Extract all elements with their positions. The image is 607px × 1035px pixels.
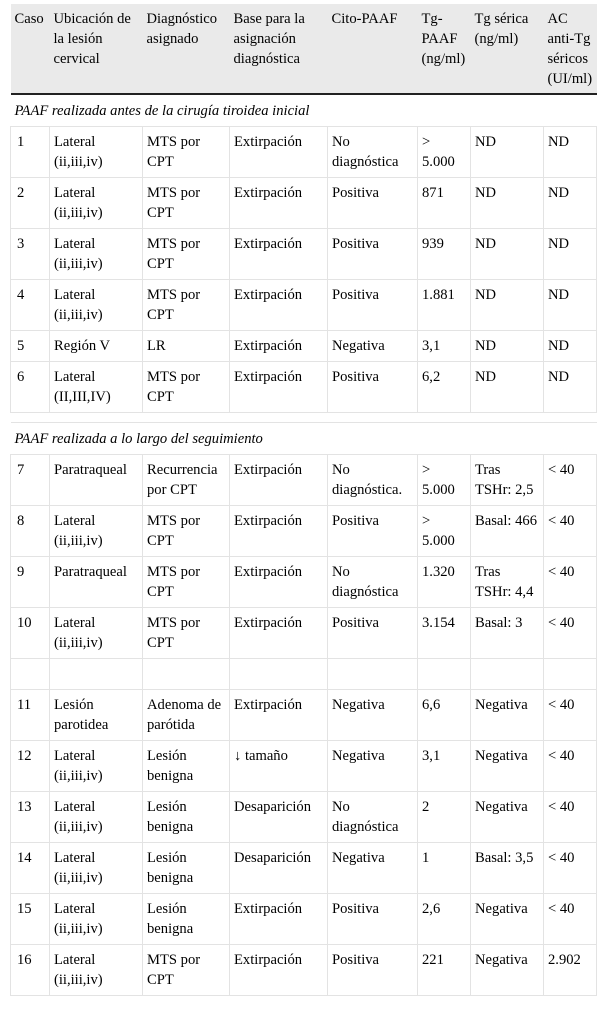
table-row (11, 229, 597, 280)
table-cell: 1.320 (418, 557, 471, 608)
table-cell: 2 (11, 178, 50, 229)
table-cell (11, 659, 50, 690)
table-cell: Negativa (471, 690, 544, 741)
section-title: PAAF realizada antes de la cirugía tiroidea inicial (11, 94, 597, 127)
table-cell: No diagnóstica (328, 792, 418, 843)
table-cell: Positiva (328, 608, 418, 659)
column-header: Base para la asignación diagnóstica (230, 4, 328, 94)
table-cell: Paratraqueal (50, 557, 143, 608)
table-cell: Lateral (ii,iii,iv) (50, 843, 143, 894)
table-cell: ND (544, 280, 597, 331)
table-cell: Extirpación (230, 280, 328, 331)
table-cell: 3.154 (418, 608, 471, 659)
table-cell: ND (471, 362, 544, 413)
table-cell: Lateral (ii,iii,iv) (50, 178, 143, 229)
table-cell: 6,2 (418, 362, 471, 413)
table-row (11, 506, 597, 557)
table-cell: Lateral (ii,iii,iv) (50, 741, 143, 792)
table-cell: 7 (11, 455, 50, 506)
table-cell: No diagnóstica (328, 557, 418, 608)
table-row (11, 557, 597, 608)
table-cell: ND (544, 178, 597, 229)
table-cell: ND (471, 127, 544, 178)
table-cell: Lesión benigna (143, 843, 230, 894)
table-cell: Extirpación (230, 331, 328, 362)
table-cell: 10 (11, 608, 50, 659)
column-header: Tg sérica (ng/ml) (471, 4, 544, 94)
table-cell: Extirpación (230, 127, 328, 178)
table-row (11, 792, 597, 843)
header-row (11, 4, 597, 94)
table-cell: ND (544, 229, 597, 280)
table-cell (328, 659, 418, 690)
table-cell: Lateral (ii,iii,iv) (50, 506, 143, 557)
table-cell: < 40 (544, 792, 597, 843)
table-cell: 2,6 (418, 894, 471, 945)
table-cell: 939 (418, 229, 471, 280)
table-cell: < 40 (544, 741, 597, 792)
table-cell: Lateral (ii,iii,iv) (50, 608, 143, 659)
table-cell: MTS por CPT (143, 280, 230, 331)
column-header: Cito-PAAF (328, 4, 418, 94)
table-row (11, 741, 597, 792)
table-cell: 13 (11, 792, 50, 843)
table-cell: Negativa (471, 792, 544, 843)
table-cell: Basal: 3 (471, 608, 544, 659)
table-cell: 6 (11, 362, 50, 413)
table-cell: No diagnóstica. (328, 455, 418, 506)
table-cell: Lateral (ii,iii,iv) (50, 229, 143, 280)
table-cell: < 40 (544, 557, 597, 608)
table-cell: Extirpación (230, 455, 328, 506)
table-cell: Basal: 466 (471, 506, 544, 557)
table-cell: < 40 (544, 894, 597, 945)
table-cell: Lateral (ii,iii,iv) (50, 894, 143, 945)
table-cell: > 5.000 (418, 455, 471, 506)
table-row (11, 280, 597, 331)
table-cell (143, 659, 230, 690)
table-row (11, 843, 597, 894)
table-cell: Lateral (ii,iii,iv) (50, 945, 143, 996)
table-cell: 1 (11, 127, 50, 178)
table-cell: Basal: 3,5 (471, 843, 544, 894)
blank-row (11, 659, 597, 690)
table-cell: Positiva (328, 362, 418, 413)
table-cell: 4 (11, 280, 50, 331)
table-cell: Extirpación (230, 557, 328, 608)
table-cell: 3,1 (418, 741, 471, 792)
table-cell: MTS por CPT (143, 608, 230, 659)
table-cell: Extirpación (230, 608, 328, 659)
table-cell (418, 659, 471, 690)
table-cell: 3 (11, 229, 50, 280)
table-cell: Extirpación (230, 178, 328, 229)
table-cell: 2.902 (544, 945, 597, 996)
table-cell: 9 (11, 557, 50, 608)
table-cell: Positiva (328, 229, 418, 280)
section-title-row (11, 423, 597, 455)
table-cell: < 40 (544, 843, 597, 894)
table-row (11, 127, 597, 178)
table-cell: Extirpación (230, 945, 328, 996)
table-body (11, 94, 597, 996)
table-cell: Lesión benigna (143, 792, 230, 843)
table-cell: 15 (11, 894, 50, 945)
table-cell (471, 659, 544, 690)
table-cell: MTS por CPT (143, 945, 230, 996)
table-cell: 12 (11, 741, 50, 792)
table-cell: Positiva (328, 178, 418, 229)
table-cell: ND (544, 331, 597, 362)
table-row (11, 362, 597, 413)
table-cell: ↓ tamaño (230, 741, 328, 792)
column-header: Tg-PAAF (ng/ml) (418, 4, 471, 94)
table-cell: MTS por CPT (143, 229, 230, 280)
table-cell: ND (471, 331, 544, 362)
table-cell: ND (471, 280, 544, 331)
table-cell: MTS por CPT (143, 127, 230, 178)
table-cell: Negativa (328, 843, 418, 894)
table-cell: Positiva (328, 894, 418, 945)
table-cell: Adenoma de parótida (143, 690, 230, 741)
table-cell: Positiva (328, 280, 418, 331)
table-cell: Negativa (328, 690, 418, 741)
table-cell: 16 (11, 945, 50, 996)
table-cell: Negativa (328, 331, 418, 362)
table-cell: MTS por CPT (143, 557, 230, 608)
table-row (11, 608, 597, 659)
table-cell: Negativa (471, 894, 544, 945)
table-cell: 14 (11, 843, 50, 894)
table-cell: MTS por CPT (143, 362, 230, 413)
table-cell: Lesión benigna (143, 894, 230, 945)
table-cell: Extirpación (230, 894, 328, 945)
section-title-row (11, 94, 597, 127)
table-row (11, 690, 597, 741)
table-row (11, 455, 597, 506)
table-cell: Tras TSHr: 4,4 (471, 557, 544, 608)
column-header: AC anti-Tg séricos (UI/ml) (544, 4, 597, 94)
table-cell: Lateral (ii,iii,iv) (50, 280, 143, 331)
table-cell: Tras TSHr: 2,5 (471, 455, 544, 506)
table-row (11, 945, 597, 996)
table-cell: 3,1 (418, 331, 471, 362)
table-cell: > 5.000 (418, 506, 471, 557)
table-cell: < 40 (544, 455, 597, 506)
table-cell: No diagnóstica (328, 127, 418, 178)
table-cell: Negativa (328, 741, 418, 792)
table-cell: Extirpación (230, 229, 328, 280)
table-cell: ND (544, 362, 597, 413)
table-cell: Positiva (328, 506, 418, 557)
table-cell: Lateral (ii,iii,iv) (50, 792, 143, 843)
table-cell: 1 (418, 843, 471, 894)
table-cell: 11 (11, 690, 50, 741)
table-cell: 8 (11, 506, 50, 557)
table-cell: Lesión parotidea (50, 690, 143, 741)
table-cell: < 40 (544, 608, 597, 659)
column-header: Ubicación de la lesión cervical (50, 4, 143, 94)
table-cell: MTS por CPT (143, 178, 230, 229)
table-cell: 2 (418, 792, 471, 843)
table-cell: Extirpación (230, 362, 328, 413)
table-cell: 871 (418, 178, 471, 229)
table-cell: Paratraqueal (50, 455, 143, 506)
table-cell: > 5.000 (418, 127, 471, 178)
table-cell: Negativa (471, 741, 544, 792)
table-row (11, 178, 597, 229)
data-table (10, 4, 597, 996)
column-header: Diagnóstico asignado (143, 4, 230, 94)
table-cell: ND (544, 127, 597, 178)
section-title: PAAF realizada a lo largo del seguimiento (11, 423, 597, 455)
table-cell: Recurrencia por CPT (143, 455, 230, 506)
table-cell: Extirpación (230, 506, 328, 557)
table-cell: ND (471, 178, 544, 229)
table-cell: MTS por CPT (143, 506, 230, 557)
table-cell: 221 (418, 945, 471, 996)
column-header: Caso (11, 4, 50, 94)
table-cell: 1.881 (418, 280, 471, 331)
table-cell: Positiva (328, 945, 418, 996)
table-cell: Negativa (471, 945, 544, 996)
table-cell: Extirpación (230, 690, 328, 741)
table-cell: Región V (50, 331, 143, 362)
table-cell: < 40 (544, 690, 597, 741)
table-cell: Desaparición (230, 843, 328, 894)
table-header (11, 4, 597, 94)
table-cell: LR (143, 331, 230, 362)
table-cell: ND (471, 229, 544, 280)
table-cell: Lesión benigna (143, 741, 230, 792)
table-row (11, 894, 597, 945)
table-row (11, 331, 597, 362)
table-cell: 6,6 (418, 690, 471, 741)
table-cell (50, 659, 143, 690)
table-cell (230, 659, 328, 690)
table-cell: Lateral (II,III,IV) (50, 362, 143, 413)
section-spacer (11, 413, 597, 423)
table-cell: 5 (11, 331, 50, 362)
table-cell: Desaparición (230, 792, 328, 843)
table-cell: Lateral (ii,iii,iv) (50, 127, 143, 178)
table-cell: < 40 (544, 506, 597, 557)
table-cell (544, 659, 597, 690)
